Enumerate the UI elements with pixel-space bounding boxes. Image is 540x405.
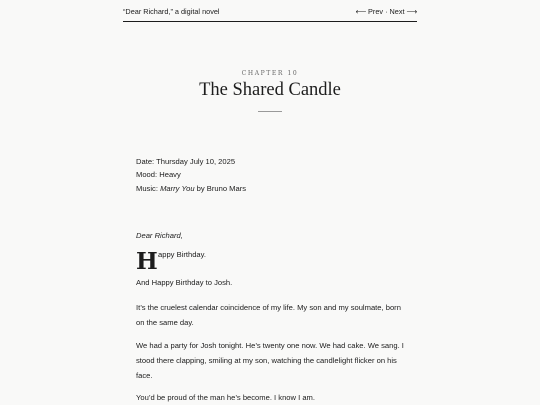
title-divider	[258, 111, 282, 112]
chapter-number: CHAPTER 10	[241, 70, 299, 77]
site-title: “Dear Richard,” a digital novel	[123, 7, 220, 16]
music-artist: by Bruno Mars	[196, 184, 247, 193]
drop-cap: H	[136, 248, 158, 275]
music-song: Marry You	[160, 184, 195, 193]
prev-link[interactable]: ⟵ Prev	[355, 7, 384, 16]
mood-value: Heavy	[159, 170, 181, 179]
entry-music	[136, 184, 246, 193]
letter-paragraph-3: We had a party for Josh tonight. He’s twenty one now. We had cake. We sang. I stood there clapping, smiling at my son, watching the candlelight flicker on his face.	[136, 341, 404, 380]
letter-paragraph-4: You’d be proud of the man he’s become. I know I am.	[136, 393, 315, 402]
chapter-nav	[356, 7, 417, 16]
first-line: appy Birthday.	[158, 250, 206, 259]
top-bar	[123, 0, 417, 22]
next-link[interactable]: Next ⟶	[389, 7, 417, 16]
mood-label: Mood:	[136, 170, 158, 179]
chapter-title: The Shared Candle	[199, 80, 341, 100]
entry-date	[136, 157, 235, 166]
date-label: Date:	[136, 157, 155, 166]
letter-paragraph-2: It’s the cruelest calendar coincidence of my life. My son and my soulmate, born on the same day.	[136, 303, 401, 327]
letter-paragraph-1: And Happy Birthday to Josh.	[136, 278, 233, 287]
letter-salutation: Dear Richard,	[136, 231, 183, 240]
date-value: Thursday July 10, 2025	[156, 157, 236, 166]
nav-separator: ·	[385, 7, 388, 16]
music-label: Music:	[136, 184, 158, 193]
entry-mood	[136, 170, 181, 179]
